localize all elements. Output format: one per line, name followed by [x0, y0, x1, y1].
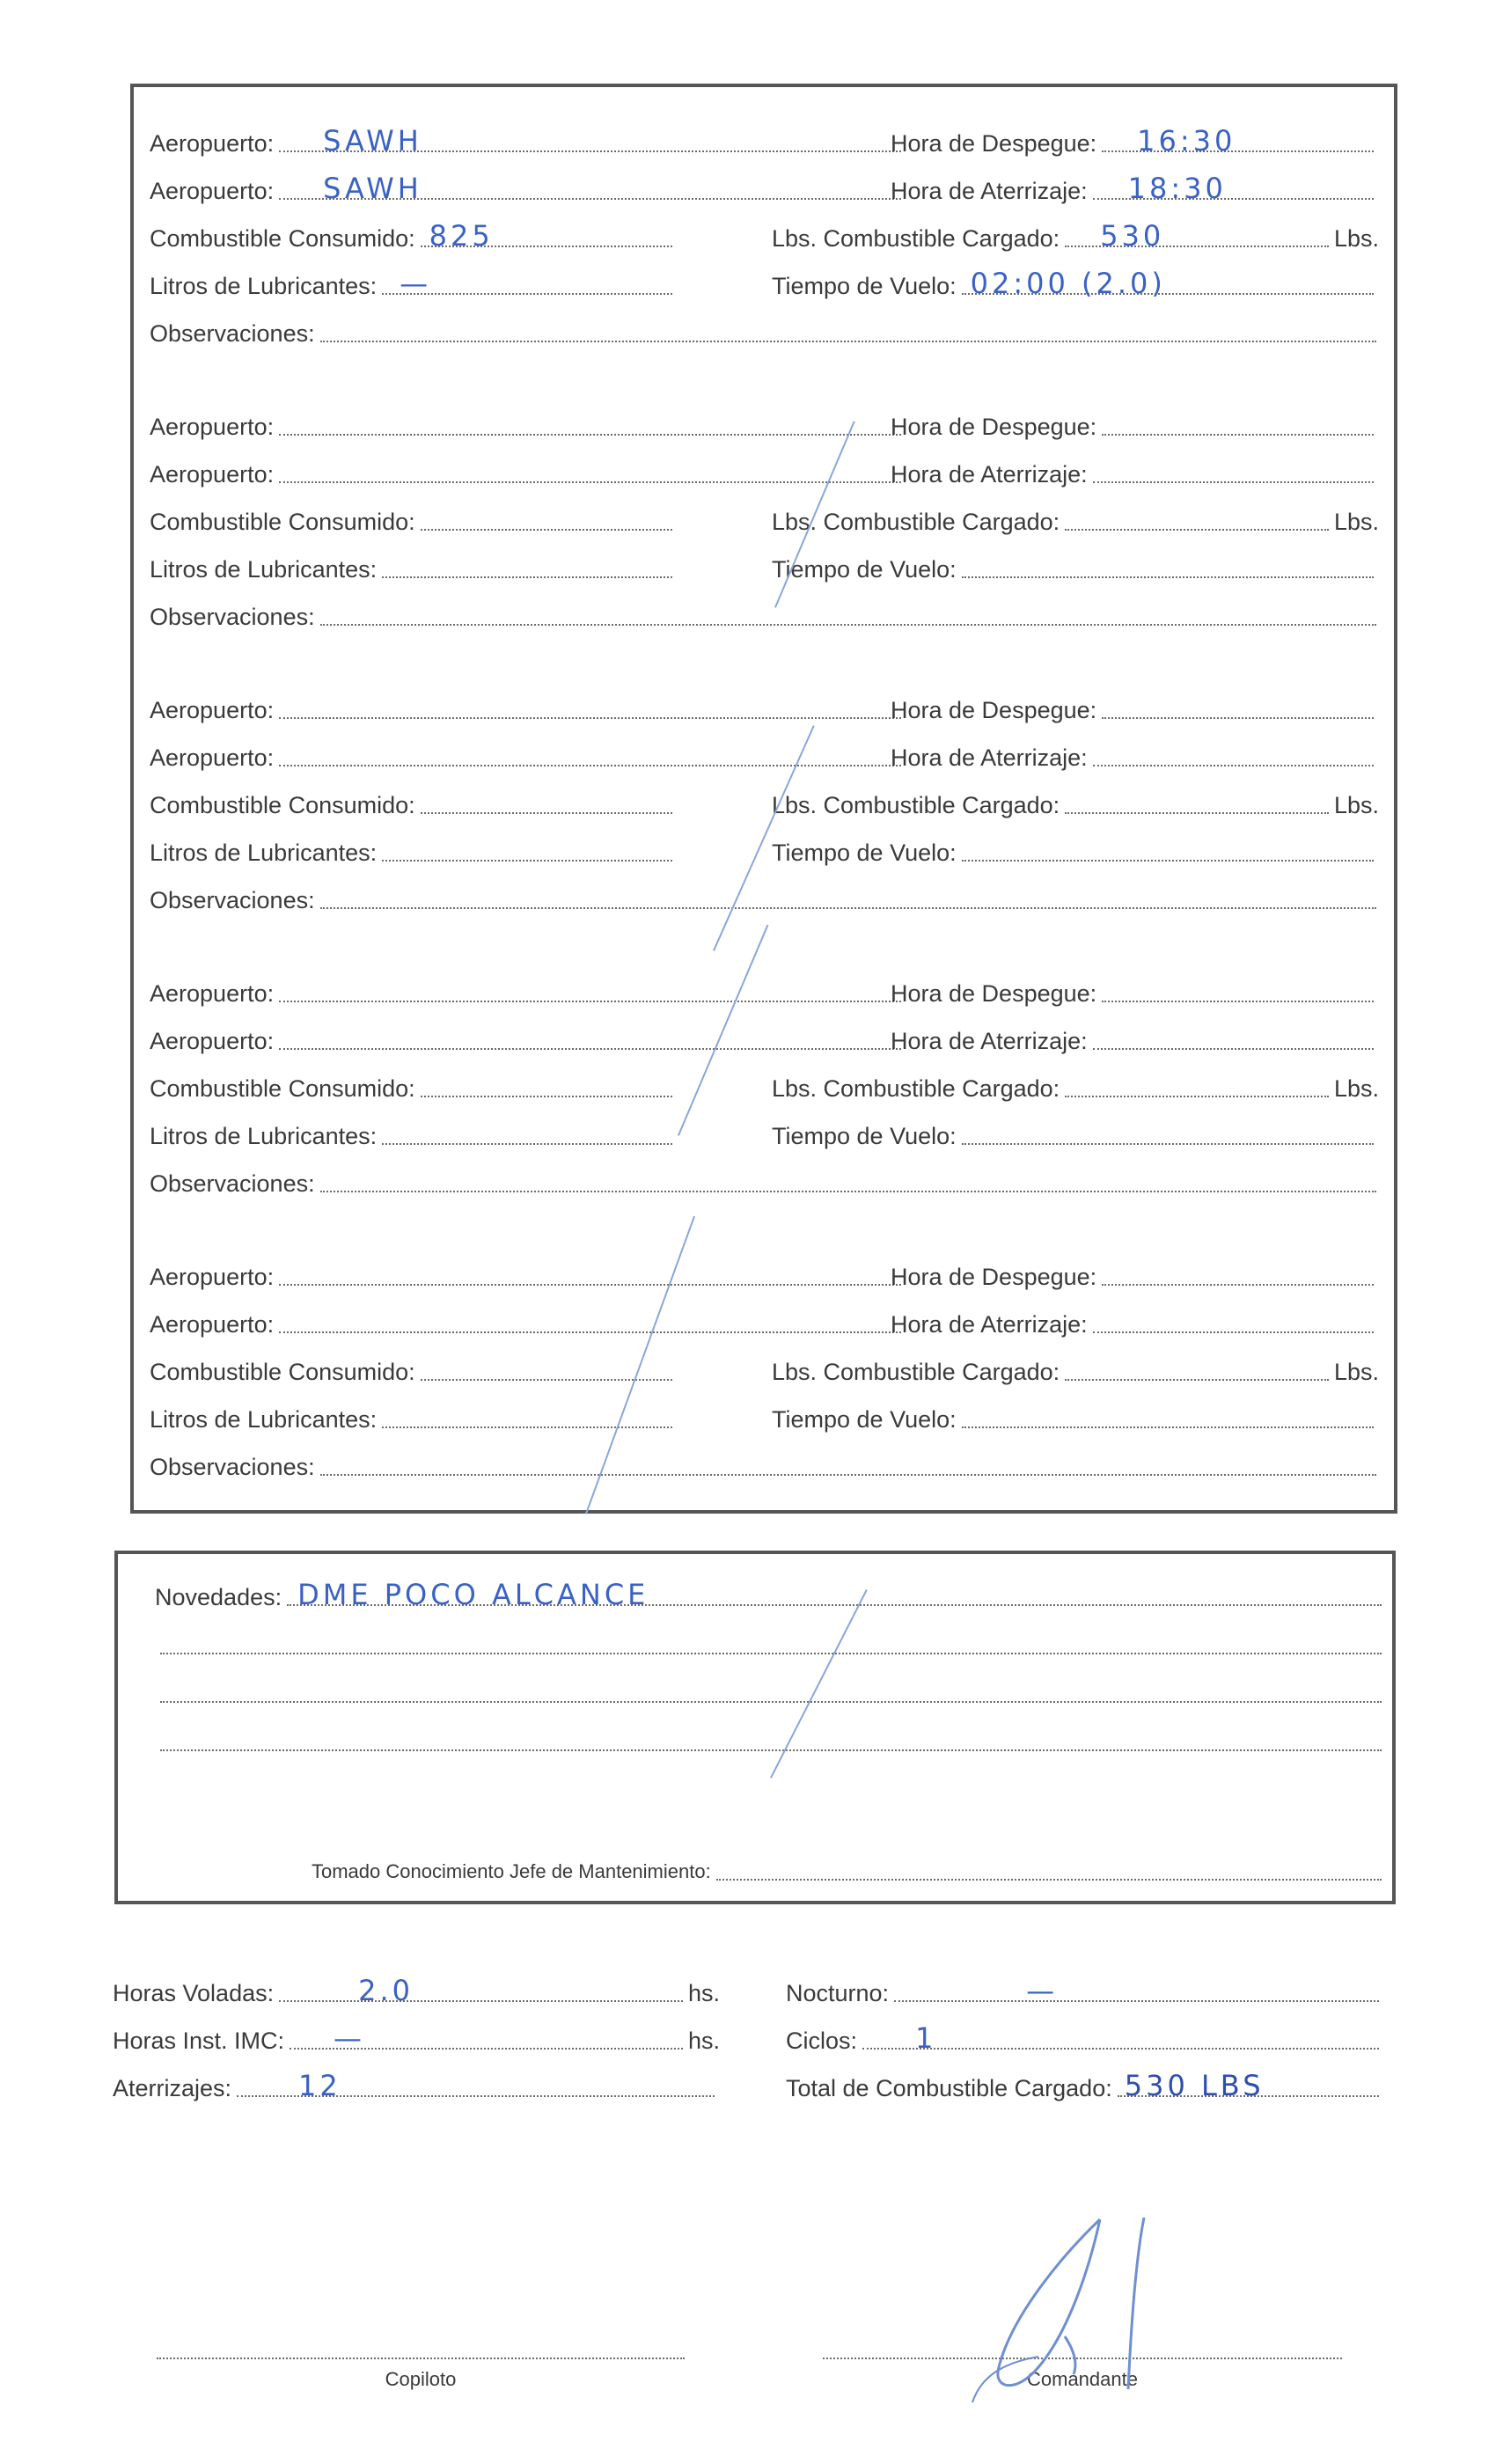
lbs-combustible-cargado-label: Lbs. Combustible Cargado: [772, 509, 1060, 535]
flight-5-hora-aterrizaje-row [891, 1308, 1379, 1339]
lbs-combustible-cargado-label: Lbs. Combustible Cargado: [772, 225, 1060, 252]
aeropuerto-salida-field[interactable] [279, 124, 901, 158]
aeropuerto-label: Aeropuerto: [150, 744, 275, 771]
hora-aterrizaje-field[interactable] [1093, 172, 1374, 205]
observaciones-field[interactable] [320, 1456, 1376, 1476]
hora-despegue-label: Hora de Despegue: [891, 130, 1097, 157]
lbs-combustible-cargado-label: Lbs. Combustible Cargado: [772, 792, 1060, 818]
lbs-unit: Lbs. [1333, 1075, 1379, 1102]
aeropuerto-llegada-field[interactable] [279, 1314, 901, 1333]
tiempo-vuelo-label: Tiempo de Vuelo: [772, 1406, 957, 1433]
combustible-consumido-label: Combustible Consumido: [150, 1075, 415, 1102]
combustible-consumido-field[interactable] [421, 219, 672, 253]
aeropuerto-label: Aeropuerto: [150, 414, 275, 440]
nocturno-label: Nocturno: [786, 1980, 890, 2006]
aeropuerto-llegada-field[interactable] [279, 747, 901, 766]
aeropuerto-salida-field[interactable] [279, 983, 901, 1002]
tomado-conocimiento-field[interactable] [716, 1861, 1382, 1881]
horas-inst-row [113, 2021, 720, 2056]
lbs-combustible-cargado-field[interactable] [1065, 511, 1329, 531]
hora-aterrizaje-field[interactable] [1093, 1314, 1374, 1333]
flight-log-panel [130, 84, 1397, 1514]
tomado-conocimiento-row [312, 1855, 1387, 1887]
tiempo-vuelo-value: 02:00 (2.0) [970, 267, 1166, 300]
aeropuerto-llegada-value: SAWH [323, 172, 422, 205]
flight-3-aeropuerto-salida-row [150, 693, 906, 725]
observaciones-field[interactable] [320, 890, 1376, 909]
combustible-consumido-label: Combustible Consumido: [150, 225, 415, 252]
combustible-consumido-value: 825 [429, 219, 494, 253]
horas-voladas-value[interactable]: 2.0 [358, 1974, 414, 2007]
novedades-row [155, 1580, 1387, 1612]
aterrizajes-label: Aterrizajes: [113, 2075, 232, 2101]
horas-inst-value[interactable]: — [334, 2021, 366, 2055]
flight-3-hora-aterrizaje-row [891, 741, 1379, 773]
flight-4-hora-aterrizaje-row [891, 1024, 1379, 1056]
ciclos-label: Ciclos: [786, 2028, 858, 2054]
flight-1-aeropuerto-llegada-row [150, 174, 906, 206]
copiloto-label: Copiloto [385, 2368, 457, 2390]
observaciones-label: Observaciones: [150, 320, 315, 347]
hora-despegue-value: 16:30 [1137, 124, 1236, 158]
total-combustible-value[interactable]: 530 LBS [1124, 2069, 1265, 2102]
novedades-value[interactable]: DME POCO ALCANCE [297, 1578, 649, 1611]
aterrizajes-row [113, 2069, 720, 2103]
flight-2-aeropuerto-salida-row [150, 410, 906, 442]
combustible-consumido-field[interactable] [421, 795, 672, 814]
comandante-label: Comandante [1027, 2368, 1138, 2390]
lbs-unit: Lbs. [1333, 1359, 1379, 1385]
copiloto-caption-row [157, 2363, 685, 2394]
flight-5-combustible-consumido-row [150, 1355, 678, 1387]
total-combustible-label: Total de Combustible Cargado: [786, 2075, 1112, 2101]
hora-aterrizaje-value: 18:30 [1127, 172, 1227, 205]
hora-despegue-label: Hora de Despegue: [891, 697, 1097, 723]
tiempo-vuelo-field[interactable] [962, 1126, 1374, 1145]
lbs-combustible-cargado-field[interactable] [1065, 1361, 1329, 1381]
observaciones-label: Observaciones: [150, 1170, 315, 1197]
ciclos-value[interactable]: 1 [915, 2021, 937, 2055]
novedades-line-3[interactable] [155, 1677, 1387, 1709]
flight-1-aeropuerto-salida-row [150, 124, 906, 158]
hora-aterrizaje-label: Hora de Aterrizaje: [891, 178, 1088, 204]
horas-voladas-label: Horas Voladas: [113, 1980, 275, 2006]
flight-5-observaciones-row [150, 1450, 1382, 1482]
total-combustible-row [786, 2069, 1384, 2103]
observaciones-field[interactable] [320, 323, 1376, 342]
novedades-label: Novedades: [155, 1584, 282, 1610]
litros-lubricantes-field[interactable] [382, 267, 672, 300]
combustible-consumido-label: Combustible Consumido: [150, 509, 415, 535]
tiempo-vuelo-label: Tiempo de Vuelo: [772, 1123, 957, 1149]
hora-despegue-field[interactable] [1102, 983, 1374, 1002]
aeropuerto-llegada-field[interactable] [279, 1030, 901, 1050]
flight-4-litros-lubricantes-row [150, 1119, 678, 1151]
flight-2-lbs-combustible-cargado-row [772, 505, 1379, 537]
aeropuerto-label: Aeropuerto: [150, 461, 275, 488]
aeropuerto-salida-field[interactable] [279, 1266, 901, 1286]
aeropuerto-llegada-field[interactable] [279, 464, 901, 483]
novedades-line-4[interactable] [155, 1726, 1387, 1757]
flight-1-tiempo-vuelo-row [772, 269, 1379, 301]
combustible-consumido-label: Combustible Consumido: [150, 1359, 415, 1385]
combustible-consumido-field[interactable] [421, 511, 672, 531]
tiempo-vuelo-field[interactable] [962, 267, 1374, 300]
tiempo-vuelo-field[interactable] [962, 842, 1374, 862]
flight-1-litros-lubricantes-row [150, 269, 678, 301]
aeropuerto-llegada-field[interactable] [279, 172, 901, 205]
flight-5-aeropuerto-llegada-row [150, 1308, 906, 1339]
tiempo-vuelo-label: Tiempo de Vuelo: [772, 273, 957, 299]
litros-lubricantes-field[interactable] [382, 1409, 672, 1428]
flight-4-observaciones-row [150, 1167, 1382, 1199]
litros-lubricantes-label: Litros de Lubricantes: [150, 556, 378, 583]
aeropuerto-salida-field[interactable] [279, 700, 901, 719]
flight-3-observaciones-row [150, 884, 1382, 915]
aeropuerto-label: Aeropuerto: [150, 697, 275, 723]
flight-2-hora-aterrizaje-row [891, 458, 1379, 489]
hora-aterrizaje-field[interactable] [1093, 1030, 1374, 1050]
aterrizajes-value[interactable]: 12 [298, 2069, 341, 2102]
flight-2-combustible-consumido-row [150, 505, 678, 537]
flight-3-lbs-combustible-cargado-row [772, 788, 1379, 820]
flight-3-combustible-consumido-row [150, 788, 678, 820]
lbs-combustible-cargado-value: 530 [1100, 219, 1165, 253]
hs-unit: hs. [687, 1980, 720, 2006]
litros-lubricantes-label: Litros de Lubricantes: [150, 1123, 378, 1149]
flight-1-observaciones-row [150, 317, 1382, 348]
flight-2-tiempo-vuelo-row [772, 553, 1379, 584]
litros-lubricantes-label: Litros de Lubricantes: [150, 1406, 378, 1433]
aeropuerto-label: Aeropuerto: [150, 1264, 275, 1290]
hora-despegue-label: Hora de Despegue: [891, 1264, 1097, 1290]
flight-2-hora-despegue-row [891, 410, 1379, 442]
litros-lubricantes-label: Litros de Lubricantes: [150, 273, 378, 299]
aeropuerto-salida-field[interactable] [279, 416, 901, 436]
lbs-combustible-cargado-label: Lbs. Combustible Cargado: [772, 1359, 1060, 1385]
flight-2-aeropuerto-llegada-row [150, 458, 906, 489]
novedades-line-2[interactable] [155, 1629, 1387, 1661]
flight-1-lbs-combustible-cargado-row [772, 219, 1379, 253]
tiempo-vuelo-label: Tiempo de Vuelo: [772, 556, 957, 583]
flight-2-observaciones-row [150, 600, 1382, 632]
observaciones-field[interactable] [320, 606, 1376, 626]
hora-despegue-label: Hora de Despegue: [891, 980, 1097, 1007]
flight-1-hora-aterrizaje-row [891, 174, 1379, 206]
tiempo-vuelo-label: Tiempo de Vuelo: [772, 840, 957, 866]
hora-despegue-field[interactable] [1102, 416, 1374, 436]
aeropuerto-label: Aeropuerto: [150, 178, 275, 204]
flight-5-aeropuerto-salida-row [150, 1260, 906, 1292]
flight-4-combustible-consumido-row [150, 1072, 678, 1104]
tiempo-vuelo-field[interactable] [962, 559, 1374, 578]
hora-despegue-field[interactable] [1102, 700, 1374, 719]
hs-unit: hs. [687, 2028, 720, 2054]
tomado-conocimiento-label: Tomado Conocimiento Jefe de Mantenimiento: [312, 1860, 711, 1882]
litros-lubricantes-field[interactable] [382, 1126, 672, 1145]
copiloto-signature-line[interactable] [157, 2328, 685, 2359]
flight-4-aeropuerto-llegada-row [150, 1024, 906, 1056]
nocturno-value[interactable]: — [1026, 1974, 1059, 2007]
aeropuerto-label: Aeropuerto: [150, 980, 275, 1007]
lbs-unit: Lbs. [1333, 509, 1379, 535]
tiempo-vuelo-field[interactable] [962, 1409, 1374, 1428]
observaciones-label: Observaciones: [150, 604, 315, 630]
nocturno-row [786, 1976, 1384, 2008]
aeropuerto-label: Aeropuerto: [150, 130, 275, 157]
flight-4-tiempo-vuelo-row [772, 1119, 1379, 1151]
observaciones-label: Observaciones: [150, 887, 315, 913]
lbs-combustible-cargado-field[interactable] [1065, 795, 1329, 814]
hora-despegue-field[interactable] [1102, 1266, 1374, 1286]
flight-4-aeropuerto-salida-row [150, 977, 906, 1008]
lbs-combustible-cargado-label: Lbs. Combustible Cargado: [772, 1075, 1060, 1102]
novedades-panel [114, 1551, 1396, 1904]
hora-aterrizaje-field[interactable] [1093, 464, 1374, 483]
hora-aterrizaje-label: Hora de Aterrizaje: [891, 744, 1088, 771]
observaciones-field[interactable] [320, 1173, 1376, 1192]
lbs-unit: Lbs. [1333, 792, 1379, 818]
flight-2-litros-lubricantes-row [150, 553, 678, 584]
aeropuerto-label: Aeropuerto: [150, 1311, 275, 1338]
combustible-consumido-field[interactable] [421, 1078, 672, 1097]
flight-4-lbs-combustible-cargado-row [772, 1072, 1379, 1104]
flight-5-litros-lubricantes-row [150, 1403, 678, 1434]
hora-despegue-label: Hora de Despegue: [891, 414, 1097, 440]
flight-1-combustible-consumido-row [150, 219, 678, 253]
flight-5-hora-despegue-row [891, 1260, 1379, 1292]
flight-5-lbs-combustible-cargado-row [772, 1355, 1379, 1387]
aeropuerto-label: Aeropuerto: [150, 1028, 275, 1054]
hora-aterrizaje-field[interactable] [1093, 747, 1374, 766]
hora-aterrizaje-label: Hora de Aterrizaje: [891, 461, 1088, 488]
aeropuerto-salida-value: SAWH [323, 124, 422, 158]
hora-aterrizaje-label: Hora de Aterrizaje: [891, 1028, 1088, 1054]
flight-3-hora-despegue-row [891, 693, 1379, 725]
lbs-unit: Lbs. [1333, 225, 1379, 252]
ciclos-row [786, 2021, 1384, 2056]
litros-lubricantes-field[interactable] [382, 842, 672, 862]
litros-lubricantes-value: — [400, 267, 432, 300]
flight-1-hora-despegue-row [891, 124, 1379, 158]
combustible-consumido-label: Combustible Consumido: [150, 792, 415, 818]
lbs-combustible-cargado-field[interactable] [1065, 1078, 1329, 1097]
observaciones-label: Observaciones: [150, 1454, 315, 1480]
flight-4-hora-despegue-row [891, 977, 1379, 1008]
horas-voladas-row [113, 1976, 720, 2008]
lbs-combustible-cargado-field[interactable] [1065, 219, 1329, 253]
horas-inst-label: Horas Inst. IMC: [113, 2028, 285, 2054]
hora-despegue-field[interactable] [1102, 124, 1374, 158]
flight-5-tiempo-vuelo-row [772, 1403, 1379, 1434]
litros-lubricantes-label: Litros de Lubricantes: [150, 840, 378, 866]
hora-aterrizaje-label: Hora de Aterrizaje: [891, 1311, 1088, 1338]
flight-3-litros-lubricantes-row [150, 836, 678, 868]
litros-lubricantes-field[interactable] [382, 559, 672, 578]
comandante-signature-icon [933, 2200, 1214, 2411]
flight-3-tiempo-vuelo-row [772, 836, 1379, 868]
